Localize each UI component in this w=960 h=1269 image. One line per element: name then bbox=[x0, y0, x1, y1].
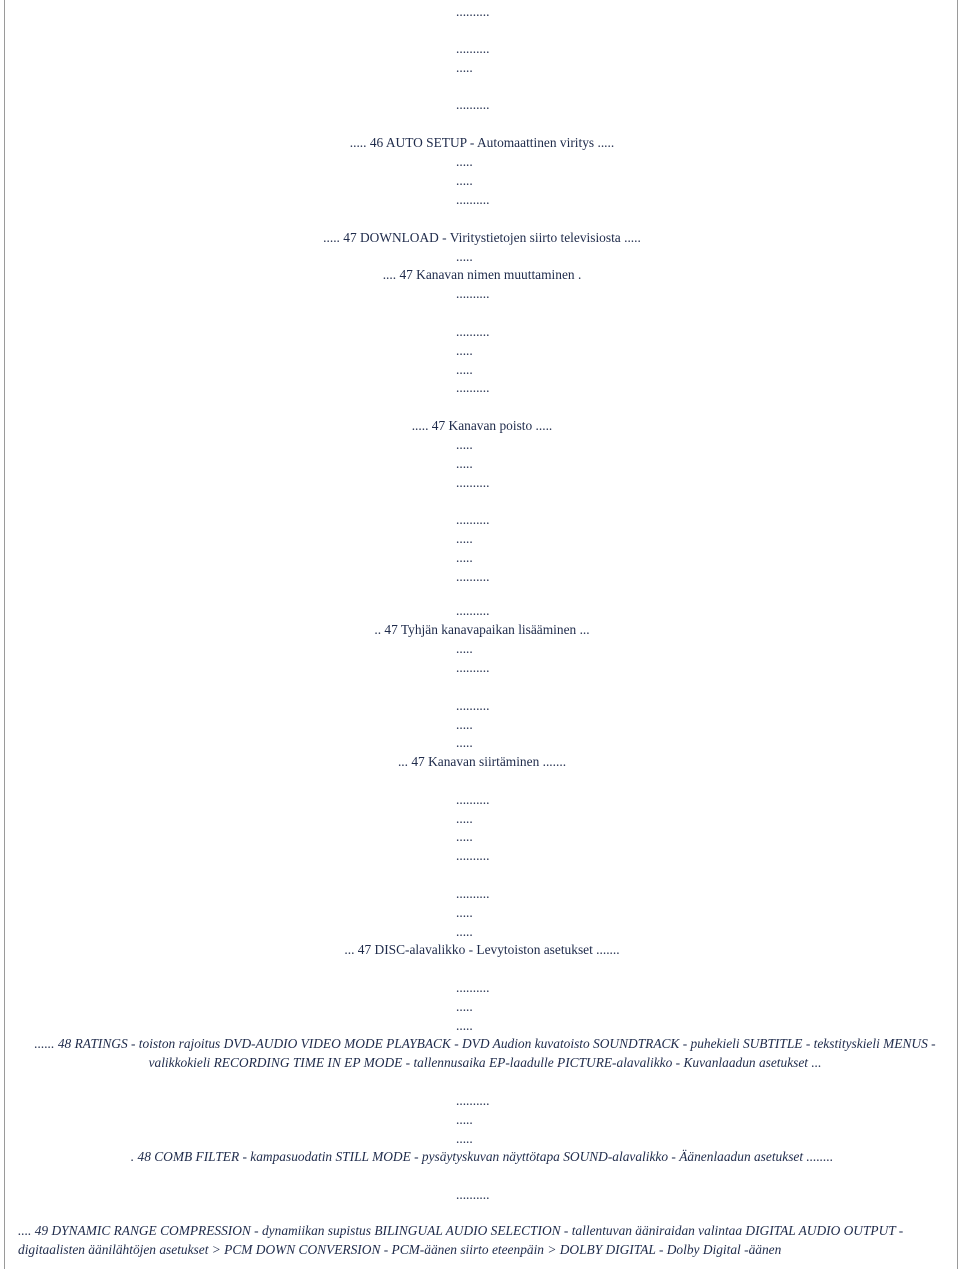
dot-leader-line: .......... bbox=[456, 324, 490, 339]
dot-leader-line: .......... bbox=[456, 569, 490, 584]
dot-leader-line: .......... bbox=[456, 603, 490, 618]
page-frame-right bbox=[957, 0, 958, 1269]
dot-leader-line: .......... bbox=[456, 1093, 490, 1108]
toc-entry-line: ..... 46 AUTO SETUP - Automaattinen viritys ..... bbox=[349, 135, 615, 150]
dot-leader-line: ..... bbox=[456, 531, 473, 546]
dot-leader-line: .......... bbox=[456, 512, 490, 527]
dot-leader-line: ..... bbox=[456, 249, 473, 264]
dot-leader-line: .......... bbox=[456, 41, 490, 56]
dot-leader-line: ..... bbox=[456, 362, 473, 377]
page-frame-left bbox=[4, 0, 5, 1269]
dot-leader-line: .......... bbox=[456, 1187, 490, 1202]
dot-leader-line: ..... bbox=[456, 60, 473, 75]
dot-leader-line: ..... bbox=[456, 829, 473, 844]
dot-leader-line: ..... bbox=[456, 735, 473, 750]
dot-leader-line: ..... bbox=[456, 1018, 473, 1033]
dot-leader-line: .......... bbox=[456, 192, 490, 207]
dot-leader-line: ..... bbox=[456, 811, 473, 826]
dot-leader-line: ..... bbox=[456, 924, 473, 939]
line-48-comb-filter: . 48 COMB FILTER - kampasuodatin STILL MODE - pysäytyskuvan näyttötapa SOUND-alavalikko - Äänenlaadun asetukset ........ bbox=[130, 1149, 834, 1164]
dot-leader-line: ..... bbox=[456, 437, 473, 452]
dot-leader-line: .......... bbox=[456, 792, 490, 807]
dot-leader-line: ..... bbox=[456, 154, 473, 169]
dot-leader-line: .......... bbox=[456, 660, 490, 675]
dot-leader-line: ..... bbox=[456, 173, 473, 188]
toc-entry-line: ..... 47 DOWNLOAD - Viritystietojen siirto televisiosta ..... bbox=[323, 230, 641, 245]
dot-leader-line: ..... bbox=[456, 641, 473, 656]
dot-leader-line: ..... bbox=[456, 999, 473, 1014]
dot-leader-line: .......... bbox=[456, 886, 490, 901]
toc-entry-line: .... 47 Kanavan nimen muuttaminen . bbox=[382, 267, 582, 282]
dot-leader-line: .......... bbox=[456, 980, 490, 995]
dot-leader-line: ..... bbox=[456, 717, 473, 732]
dot-leader-line: .......... bbox=[456, 698, 490, 713]
toc-entry-line: ... 47 Kanavan siirtäminen ....... bbox=[397, 754, 567, 769]
para-48-ratings: ...... 48 RATINGS - toiston rajoitus DVD-AUDIO VIDEO MODE PLAYBACK - DVD Audion kuvatoisto SOUNDTRACK - puhekieli SUBTITLE - tekstityskieli MENUS - valikkokieli RECORDING TIME IN EP MODE - tallennusaika EP-laadulle PICTURE-alavalikko - Kuvanlaadun asetukset ... bbox=[34, 1036, 936, 1070]
dot-leader-line: .......... bbox=[456, 380, 490, 395]
dot-leader-line: ..... bbox=[456, 343, 473, 358]
dot-leader-line: ..... bbox=[456, 1112, 473, 1127]
dot-leader-line: .......... bbox=[456, 286, 490, 301]
dot-leader-line: .......... bbox=[456, 475, 490, 490]
dot-leader-line: .......... bbox=[456, 848, 490, 863]
dot-leader-line: ..... bbox=[456, 456, 473, 471]
document-page bbox=[8, 0, 956, 1269]
para-49-dynamic-range: .... 49 DYNAMIC RANGE COMPRESSION - dynamiikan supistus BILINGUAL AUDIO SELECTION - tallentuvan ääniraidan valintaa DIGITAL AUDIO OUTPUT - digitaalisten äänilähtöjen asetukset > PCM DOWN CONVERSION - PCM-äänen siirto eteenpäin > DOLBY DIGITAL - Dolby Digital -äänen bbox=[18, 1223, 904, 1257]
dot-leader-line: ..... bbox=[456, 905, 473, 920]
toc-entry-line: .. 47 Tyhjän kanavapaikan lisääminen ... bbox=[374, 622, 590, 637]
toc-entry-line: ..... 47 Kanavan poisto ..... bbox=[411, 418, 553, 433]
toc-entry-line: ... 47 DISC-alavalikko - Levytoiston asetukset ....... bbox=[344, 942, 620, 957]
dot-leader-line: .......... bbox=[456, 4, 490, 19]
dot-leader-line: .......... bbox=[456, 97, 490, 112]
dot-leader-line: ..... bbox=[456, 550, 473, 565]
dot-leader-line: ..... bbox=[456, 1131, 473, 1146]
